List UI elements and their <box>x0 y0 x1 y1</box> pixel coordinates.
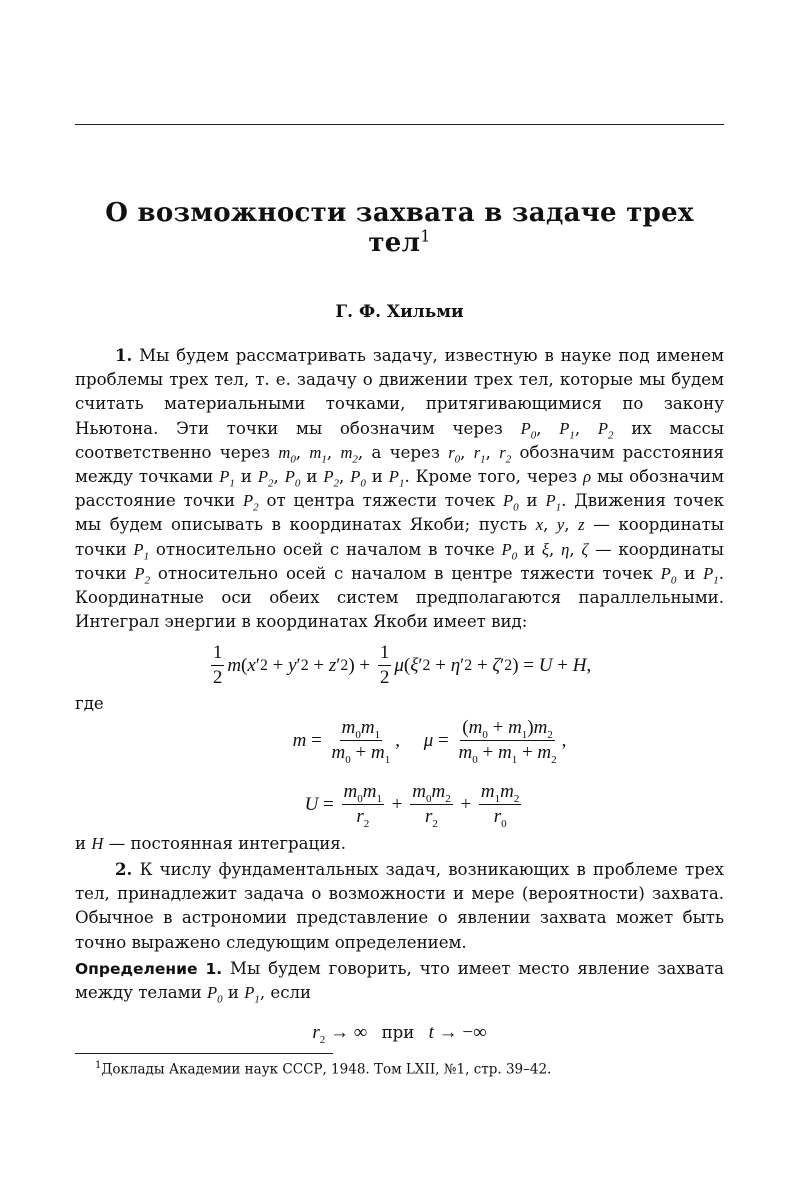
energy-integral-equation: $\frac{1}{2}$ m ( x ′ 2 + y ′ 2 + z ′ 2 ) + $\frac{1}{2}$ μ ( ξ ′ 2 + η ′ 2 + ζ ′ 2 ) = U + H , <box>212 642 592 688</box>
paragraph-1: 1. Мы будем рассматривать задачу, известную в науке под именем проблемы трех тел, т. е. задачу о движении трех тел, которые мы будем считать материальными точками, притягивающимися по закону Ньютона. Эти точки мы обозначим через $P_0$, $P_1$, $P_2$ их массы соответственно через $m_0$, $m_1$, $m_2$, а через $r_0$, $r_1$, $r_2$ обозначим расстояния между точками $P_1$ и $P_2$, $P_0$ и $P_2$, $P_0$ и $P_1$. Кроме того, через ρ мы обозначим расстояние точки $P_2$ от центра тяжести точек $P_0$ и $P_1$. Движения точек мы будем описывать в координатах Якоби; пусть x, y, z — координаты точки $P_1$ относительно осей с началом в точке $P_0$ и ξ, η, ζ — координаты точки $P_2$ относительно осей с началом в центре тяжести точек $P_0$ и $P_1$. Координатные оси обеих систем предполагаются параллельными. Интеграл энергии в координатах Якоби имеет вид: <box>75 345 725 632</box>
where-label: где <box>75 694 104 713</box>
paragraph-h: и H — постоянная интеграция. <box>75 834 347 853</box>
title-footnote-mark: 1 <box>420 226 431 246</box>
author: Г. Ф. Хильми <box>335 302 464 322</box>
mass-definitions-equation: m = $\frac{m_0m_1}{m_0 + m_1}$ , μ = $\frac{(m_0 + m_1)m_2}{m_0 + m_1 + m_2}$ , <box>292 717 567 766</box>
footnote-rule <box>75 1053 333 1054</box>
top-rule <box>75 124 724 125</box>
definition-1: Определение 1. Мы будем говорить, что имеет место явление захвата между телами $P_0$ и $P_1$, если <box>75 959 724 1006</box>
paragraph-2: 2. К числу фундаментальных задач, возникающих в проблеме трех тел, принадлежит задача о возможности и мере (вероятности) захвата. Обычное в астрономии представление о явлении захвата может быть точно выражено следующим определением. <box>75 859 725 952</box>
article-title: О возможности захвата в задаче трех тел$^1$ <box>105 198 694 258</box>
limit-condition-equation: $r_2$ → ∞ при t → −∞ <box>312 1022 487 1046</box>
potential-equation: U = $\frac{m_0m_1}{r_2}$ + $\frac{m_0m_2}{r_2}$ + $\frac{m_1m_2}{r_0}$ <box>304 781 520 830</box>
footnote: $^1$Доклады Академии наук СССР, 1948. Том LXII, №1, стр. 39–42. <box>95 1060 552 1078</box>
